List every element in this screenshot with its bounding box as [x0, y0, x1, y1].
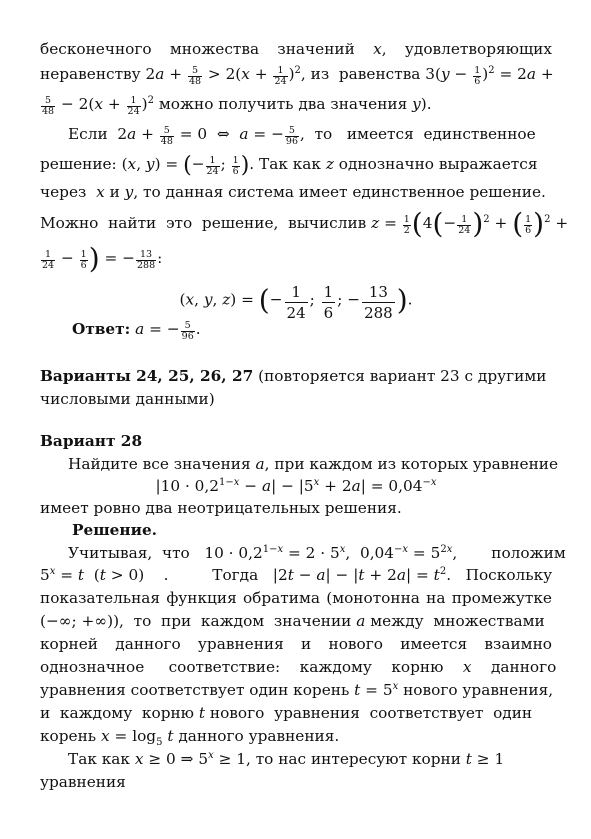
- text-line-1: бесконечного множества значений x, удовлетворяющих: [40, 40, 552, 58]
- solution-line-3: показательная функция обратима (монотонна на промежутке: [40, 589, 552, 607]
- task-line-1: Найдите все значения a, при каждом из которых уравнение: [68, 455, 559, 473]
- text-line-5: решение: (x, y) = (− $\frac{1}{24}$ ; $\frac{1}{6}$ ). Так как z однозначно выражается: [40, 153, 538, 178]
- solution-line-4: (−∞; +∞)), то при каждом значении a между множествами: [40, 612, 545, 630]
- text-line-7: Можно найти это решение, вычислив z = $\frac{1}{2}$ (4(− $\frac{1}{24}$ )$^2$ + ( $\frac{1}{6}$ )$^2$ +: [40, 207, 569, 240]
- solution-line-8: и каждому корню t нового уравнения соответствует один: [40, 704, 533, 722]
- answer-label: Ответ:: [72, 320, 131, 338]
- solution-line-2: $5^x = t$ (t > 0) . Тогда $|2t - a| - |t + 2a| = t^2$. Поскольку: [40, 565, 553, 584]
- variants-note: (повторяется вариант 23 с другими: [258, 367, 547, 385]
- solution-line-1: Учитывая, что $10 \cdot 0,2^{1-x} = 2 \cdot 5^x$, $0,04^{-x} = 5^{2x}$, положим: [68, 543, 566, 562]
- solution-line-9: корень $x = \log_5 t$ данного уравнения.: [40, 727, 340, 749]
- answer-line: Ответ: a = − $\frac{5}{96}$ .: [72, 320, 201, 343]
- solution-line-10: Так как x ≥ 0 ⇒ $5^x \ge 1$, то нас интересуют корни t ≥ 1: [68, 749, 505, 768]
- variant-28-heading: Вариант 28: [40, 432, 143, 450]
- solution-line-7: уравнения соответствует один корень $t = 5^x$ нового уравнения,: [40, 680, 554, 699]
- solution-line-6: однозначное соответствие: каждому корню x данного: [40, 658, 557, 676]
- solution-line-11: уравнения: [40, 773, 126, 791]
- text-line-6: через x и y, то данная система имеет единственное решение.: [40, 183, 546, 201]
- result-formula: (x, y, z) = (− $\frac{1}{24}$ ; $\frac{1}{6}$ ; − $\frac{13}{288}$ ).: [179, 283, 413, 322]
- text-line-3: $\frac{5}{48}$ − 2(x + $\frac{1}{24}$ )$^2$ можно получить два значения y).: [42, 94, 432, 118]
- task-line-2: имеет ровно два неотрицательных решения.: [40, 499, 402, 517]
- text-line-4: Если 2a + $\frac{5}{48}$ = 0 ⇔ a = − $\frac{5}{96}$ , то имеется единственное: [68, 125, 536, 148]
- variants-line-2: числовыми данными): [40, 390, 215, 408]
- solution-label: Решение.: [72, 521, 158, 539]
- variants-line-1: [40, 365, 552, 388]
- text-line-2: неравенству 2a + $\frac{5}{48}$ > 2(x + $\frac{1}{24}$ )$^2$, из равенства 3(y − $\frac{1}{6}$ )$^2$ = 2a +: [40, 64, 554, 88]
- solution-line-5: корней данного уравнения и нового имеется взаимно: [40, 635, 552, 653]
- text-line-8: $\frac{1}{24}$ − $\frac{1}{6}$ ) = − $\frac{13}{288}$ :: [42, 242, 163, 275]
- variants-heading: Варианты 24, 25, 26, 27: [40, 367, 254, 385]
- task-equation: $|10 \cdot 0,2^{1-x} - a| - |5^x + 2a| = 0,04^{-x}$: [155, 476, 437, 495]
